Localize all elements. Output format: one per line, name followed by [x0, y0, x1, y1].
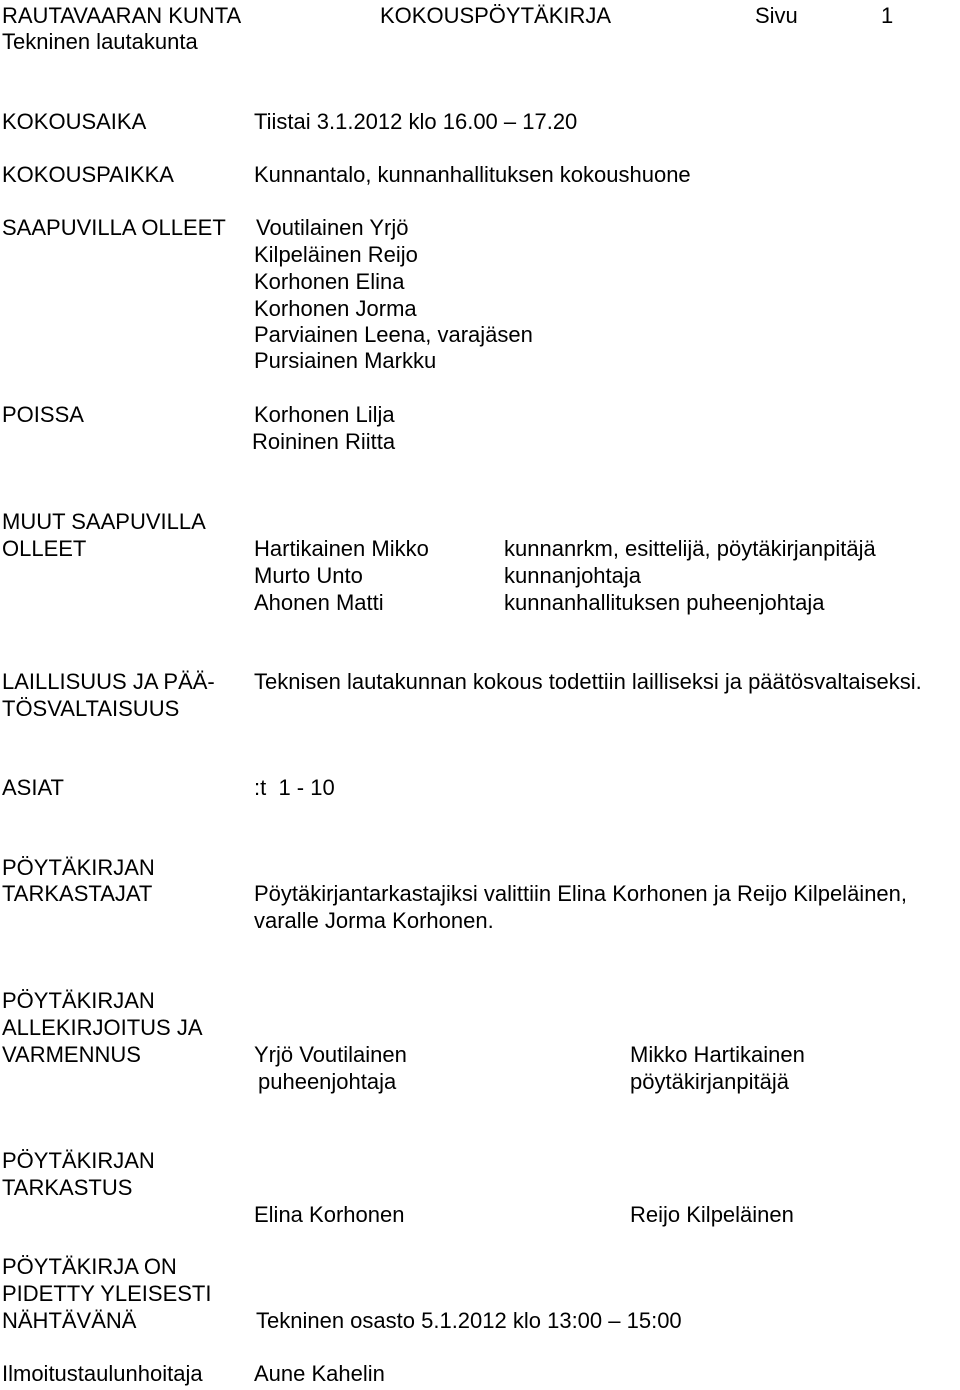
public-label: NÄHTÄVÄNÄ: [2, 1308, 137, 1333]
other-attendee-role: kunnanrkm, esittelijä, pöytäkirjanpitäjä: [504, 536, 876, 561]
public-value: Tekninen osasto 5.1.2012 klo 13:00 – 15:00: [256, 1308, 682, 1333]
matters-label: ASIAT: [2, 775, 64, 800]
reviewer-name: Elina Korhonen: [254, 1202, 405, 1227]
signing-label: ALLEKIRJOITUS JA: [2, 1015, 203, 1040]
meeting-time-label: KOKOUSAIKA: [2, 109, 147, 134]
public-label: PIDETTY YLEISESTI: [2, 1281, 212, 1306]
present-member: Kilpeläinen Reijo: [254, 242, 418, 267]
signatory-name: Yrjö Voutilainen: [254, 1042, 407, 1067]
reviewer-name: Reijo Kilpeläinen: [630, 1202, 794, 1227]
document-type: KOKOUSPÖYTÄKIRJA: [380, 3, 612, 28]
legality-label: LAILLISUUS JA PÄÄ-: [2, 669, 215, 694]
meeting-place-value: Kunnantalo, kunnanhallituksen kokoushuone: [254, 162, 691, 187]
signing-label: VARMENNUS: [2, 1042, 141, 1067]
review-label: TARKASTUS: [2, 1175, 133, 1200]
signatory-role: puheenjohtaja: [258, 1069, 397, 1094]
matters-value: :t 1 - 10: [254, 775, 335, 800]
other-attendee-name: Murto Unto: [254, 563, 363, 588]
signatory-name: Mikko Hartikainen: [630, 1042, 805, 1067]
other-attendee-role: kunnanhallituksen puheenjohtaja: [504, 590, 825, 615]
absent-member: Roininen Riitta: [252, 429, 396, 454]
other-attendee-name: Ahonen Matti: [254, 590, 384, 615]
review-label: PÖYTÄKIRJAN: [2, 1148, 155, 1173]
inspectors-text: varalle Jorma Korhonen.: [254, 908, 494, 933]
meeting-place-label: KOKOUSPAIKKA: [2, 162, 174, 187]
present-member: Parviainen Leena, varajäsen: [254, 322, 533, 347]
present-member: Korhonen Elina: [254, 269, 405, 294]
present-member: Voutilainen Yrjö: [256, 215, 409, 240]
legality-label: TÖSVALTAISUUS: [2, 696, 180, 721]
others-label: MUUT SAAPUVILLA: [2, 509, 206, 534]
legality-text: Teknisen lautakunnan kokous todettiin lailliseksi ja päätösvaltaiseksi.: [254, 669, 922, 694]
absent-label: POISSA: [2, 402, 84, 427]
page-label: Sivu: [755, 3, 798, 28]
signing-label: PÖYTÄKIRJAN: [2, 988, 155, 1013]
signatory-role: pöytäkirjanpitäjä: [630, 1069, 789, 1094]
present-label: SAAPUVILLA OLLEET: [2, 215, 226, 240]
inspectors-label: TARKASTAJAT: [2, 881, 153, 906]
other-attendee-name: Hartikainen Mikko: [254, 536, 429, 561]
public-label: PÖYTÄKIRJA ON: [2, 1254, 177, 1279]
notice-label: Ilmoitustaulunhoitaja: [2, 1361, 203, 1386]
inspectors-text: Pöytäkirjantarkastajiksi valittiin Elina Korhonen ja Reijo Kilpeläinen,: [254, 881, 908, 906]
present-member: Korhonen Jorma: [254, 296, 417, 321]
other-attendee-role: kunnanjohtaja: [504, 563, 642, 588]
others-label: OLLEET: [2, 536, 87, 561]
present-member: Pursiainen Markku: [254, 348, 437, 373]
municipality-name: RAUTAVAARAN KUNTA: [2, 3, 242, 28]
page-number: 1: [881, 3, 894, 28]
meeting-time-value: Tiistai 3.1.2012 klo 16.00 – 17.20: [254, 109, 578, 134]
committee-name: Tekninen lautakunta: [2, 29, 198, 54]
absent-member: Korhonen Lilja: [254, 402, 395, 427]
notice-value: Aune Kahelin: [254, 1361, 385, 1386]
inspectors-label: PÖYTÄKIRJAN: [2, 855, 155, 880]
